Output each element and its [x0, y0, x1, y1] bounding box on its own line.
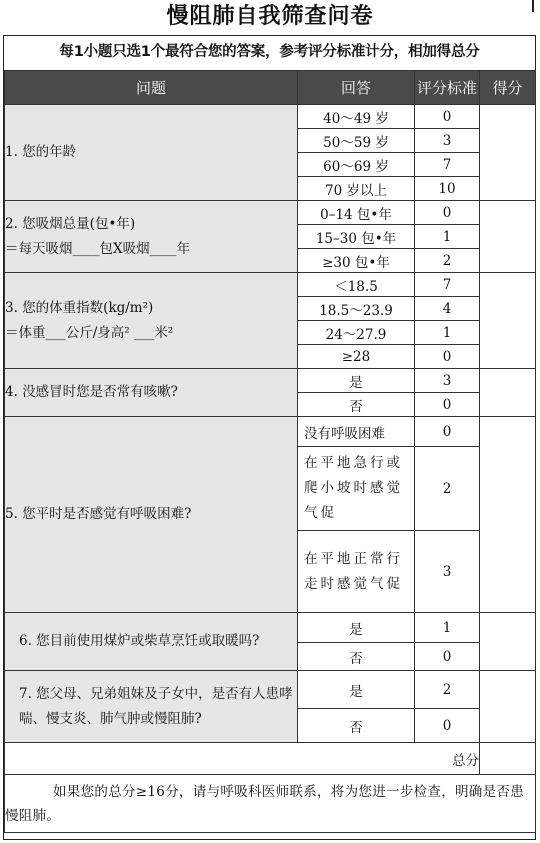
- advice-note: 如果您的总分≥16分，请与呼吸科医师联系，将为您进一步检查，明确是否患慢阻肺。: [5, 775, 536, 833]
- answer-option[interactable]: 在平地急行或爬小坡时感觉气促: [298, 447, 415, 531]
- instruction-text: 每1小题只选1个最符合您的答案，参考评分标准计分，相加得总分: [59, 44, 480, 60]
- score-value: 2: [415, 249, 480, 273]
- answer-option[interactable]: 否: [298, 709, 415, 743]
- score-value: 1: [415, 321, 480, 345]
- table-row: [5, 417, 536, 447]
- score-value: 0: [415, 201, 480, 225]
- score-value: 1: [415, 225, 480, 249]
- answer-option[interactable]: 是: [298, 369, 415, 393]
- answer-option[interactable]: 是: [298, 671, 415, 709]
- question-text: 6. 您目前使用煤炉或柴草烹饪或取暖吗?: [19, 633, 260, 649]
- points-cell[interactable]: [480, 417, 536, 613]
- score-value: 3: [415, 129, 480, 153]
- points-cell[interactable]: [480, 201, 536, 273]
- question-3: [5, 273, 298, 369]
- question-text: 1. 您的年龄: [5, 144, 77, 160]
- score-value: 2: [415, 447, 480, 531]
- question-2: [5, 201, 298, 273]
- table-row: [5, 671, 536, 709]
- total-row: [5, 743, 536, 775]
- question-4: [5, 369, 298, 417]
- answer-option[interactable]: ＜18.5: [298, 273, 415, 297]
- score-value: 7: [415, 273, 480, 297]
- answer-option[interactable]: 在平地正常行走时感觉气促: [298, 531, 415, 613]
- header-answer: 回答: [298, 71, 415, 105]
- score-value: 3: [415, 369, 480, 393]
- corner-mark: [532, 0, 534, 12]
- answer-option[interactable]: 否: [298, 643, 415, 671]
- question-text: 7. 您父母、兄弟姐妹及子女中，是否有人患哮喘、慢支炎、肺气肿或慢阻肺?: [19, 685, 293, 727]
- answer-option[interactable]: 是: [298, 613, 415, 643]
- table-row: [5, 369, 536, 393]
- total-points-cell[interactable]: [480, 743, 536, 775]
- score-value: 0: [415, 393, 480, 417]
- score-value: 10: [415, 177, 480, 201]
- score-value: 0: [415, 417, 480, 447]
- score-value: 3: [415, 531, 480, 613]
- score-value: 1: [415, 613, 480, 643]
- points-cell[interactable]: [480, 671, 536, 743]
- score-value: 0: [415, 643, 480, 671]
- points-cell[interactable]: [480, 105, 536, 201]
- points-cell[interactable]: [480, 369, 536, 417]
- question-text: 3. 您的体重指数(kg/m²): [5, 299, 154, 316]
- points-cell[interactable]: [480, 613, 536, 671]
- answer-option[interactable]: 没有呼吸困难: [298, 417, 415, 447]
- table-row: [5, 613, 536, 643]
- answer-option[interactable]: 否: [298, 393, 415, 417]
- answer-option[interactable]: 24～27.9: [298, 321, 415, 345]
- question-5: [5, 417, 298, 613]
- answer-option[interactable]: 50～59 岁: [298, 129, 415, 153]
- question-7: [5, 671, 298, 743]
- questionnaire-table: [4, 70, 536, 833]
- note-row: [5, 775, 536, 833]
- table-row: [5, 201, 536, 225]
- header-points: 得分: [480, 71, 536, 105]
- table-row: [5, 105, 536, 129]
- points-cell[interactable]: [480, 273, 536, 369]
- answer-option[interactable]: 15–30 包•年: [298, 225, 415, 249]
- question-text: 5. 您平时是否感觉有呼吸困难?: [5, 506, 192, 522]
- score-value: 7: [415, 153, 480, 177]
- answer-option[interactable]: ≥30 包•年: [298, 249, 415, 273]
- header-score: 评分标准: [415, 71, 480, 105]
- score-value: 0: [415, 105, 480, 129]
- answer-option[interactable]: 40～49 岁: [298, 105, 415, 129]
- header-row: [5, 71, 536, 105]
- question-6: [5, 613, 298, 671]
- question-1: [5, 105, 298, 201]
- score-value: 2: [415, 671, 480, 709]
- score-value: 4: [415, 297, 480, 321]
- score-value: 0: [415, 345, 480, 369]
- answer-option[interactable]: 60～69 岁: [298, 153, 415, 177]
- header-question: 问题: [5, 71, 298, 105]
- answer-option[interactable]: 18.5～23.9: [298, 297, 415, 321]
- question-formula: ＝体重___公斤/身高² ___米²: [5, 324, 174, 341]
- table-row: [5, 273, 536, 297]
- answer-option[interactable]: ≥28: [298, 345, 415, 369]
- page-title: 慢阻肺自我筛查问卷: [166, 4, 374, 29]
- question-text: 2. 您吸烟总量(包•年): [5, 215, 136, 232]
- total-label: 总分: [5, 743, 480, 775]
- answer-option[interactable]: 0–14 包•年: [298, 201, 415, 225]
- answer-option[interactable]: 70 岁以上: [298, 177, 415, 201]
- question-formula: ＝每天吸烟____包X吸烟____年: [5, 240, 191, 257]
- score-value: 0: [415, 709, 480, 743]
- question-text: 4. 没感冒时您是否常有咳嗽?: [5, 384, 178, 400]
